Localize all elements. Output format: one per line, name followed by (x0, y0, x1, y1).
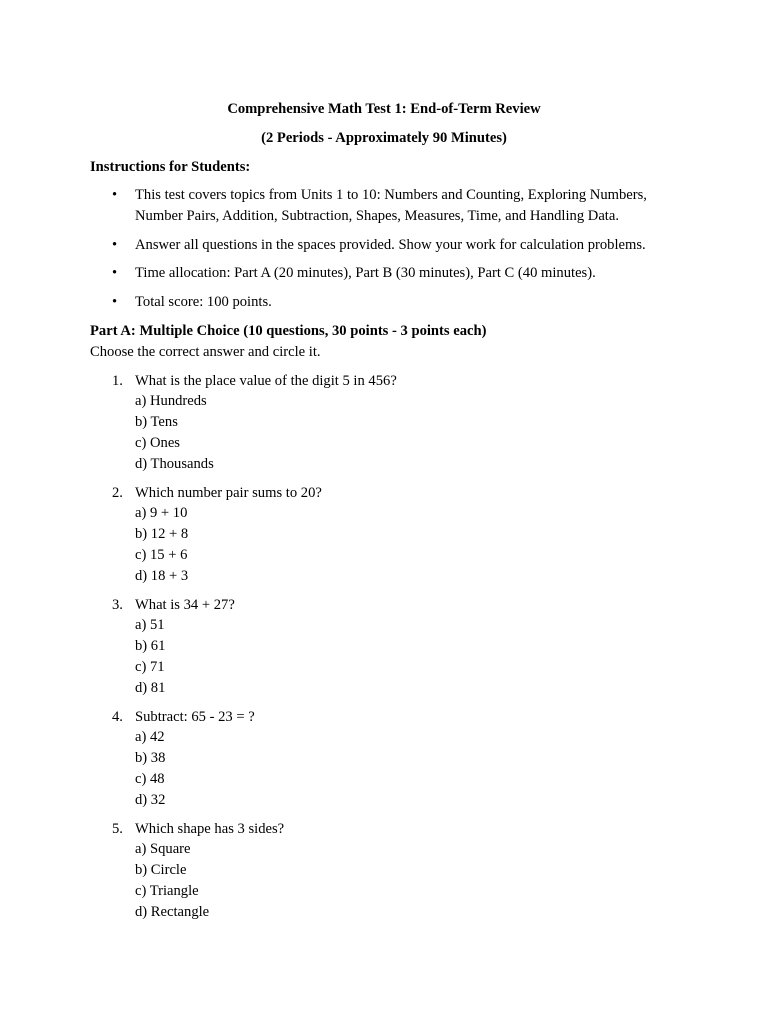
instruction-item (90, 185, 678, 227)
answer-option[interactable]: d) 32 (135, 791, 166, 808)
answer-option[interactable]: a) Hundreds (135, 393, 207, 410)
question-text: Which shape has 3 sides? (135, 820, 285, 837)
question-item (90, 483, 678, 587)
question-list (90, 371, 678, 923)
answer-option[interactable]: a) 51 (135, 617, 165, 634)
answer-option[interactable]: c) Triangle (135, 882, 199, 899)
question-item (90, 595, 678, 699)
question-item (90, 819, 678, 923)
answer-option[interactable]: c) 48 (135, 770, 165, 787)
question-text: What is the place value of the digit 5 in 456? (135, 372, 397, 389)
answer-option[interactable]: a) 42 (135, 729, 165, 746)
instruction-text: Answer all questions in the spaces provided. Show your work for calculation problems. (135, 236, 646, 253)
bullet-icon: • (112, 236, 118, 253)
instruction-item (90, 292, 678, 313)
answer-option[interactable]: c) Ones (135, 434, 180, 451)
question-number: 4. (112, 708, 123, 725)
question-number: 1. (112, 372, 123, 389)
answer-option[interactable]: a) 9 + 10 (135, 505, 188, 522)
part-a-title: Part A: Multiple Choice (10 questions, 30 points - 3 points each) (90, 322, 487, 339)
instruction-item (90, 235, 678, 256)
question-number: 3. (112, 596, 123, 613)
test-title: Comprehensive Math Test 1: End-of-Term Review (227, 101, 541, 117)
question-text: What is 34 + 27? (135, 596, 235, 613)
answer-option[interactable]: d) Thousands (135, 455, 214, 472)
instructions-heading: Instructions for Students: (90, 159, 251, 175)
answer-option[interactable]: b) 61 (135, 638, 166, 655)
answer-option[interactable]: c) 71 (135, 658, 165, 675)
instructions-list (90, 185, 678, 313)
bullet-icon: • (112, 265, 118, 282)
question-item (90, 707, 678, 811)
answer-option[interactable]: d) Rectangle (135, 903, 210, 920)
instruction-text: Total score: 100 points. (135, 294, 272, 311)
instruction-item (90, 263, 678, 284)
question-number: 5. (112, 820, 123, 837)
test-subtitle: (2 Periods - Approximately 90 Minutes) (261, 130, 507, 146)
answer-option[interactable]: b) 12 + 8 (135, 526, 189, 543)
part-a-instruction: Choose the correct answer and circle it. (90, 343, 321, 360)
instruction-text: Time allocation: Part A (20 minutes), Part B (30 minutes), Part C (40 minutes). (135, 265, 596, 282)
question-text: Which number pair sums to 20? (135, 484, 322, 501)
bullet-icon: • (112, 187, 118, 203)
instruction-text: This test covers topics from Units 1 to 10: Numbers and Counting, Exploring Numbers, Number Pairs, Addition, Subtraction, Shapes, Measures, Time, and Handling Data. (135, 187, 647, 224)
answer-option[interactable]: d) 81 (135, 679, 166, 696)
answer-option[interactable]: b) Circle (135, 862, 187, 879)
answer-option[interactable]: c) 15 + 6 (135, 546, 188, 563)
question-number: 2. (112, 484, 123, 501)
answer-option[interactable]: b) Tens (135, 414, 178, 431)
question-text: Subtract: 65 - 23 = ? (135, 708, 255, 725)
answer-option[interactable]: b) 38 (135, 750, 166, 767)
question-item (90, 371, 678, 475)
answer-option[interactable]: a) Square (135, 841, 191, 858)
bullet-icon: • (112, 294, 118, 311)
answer-option[interactable]: d) 18 + 3 (135, 567, 189, 584)
